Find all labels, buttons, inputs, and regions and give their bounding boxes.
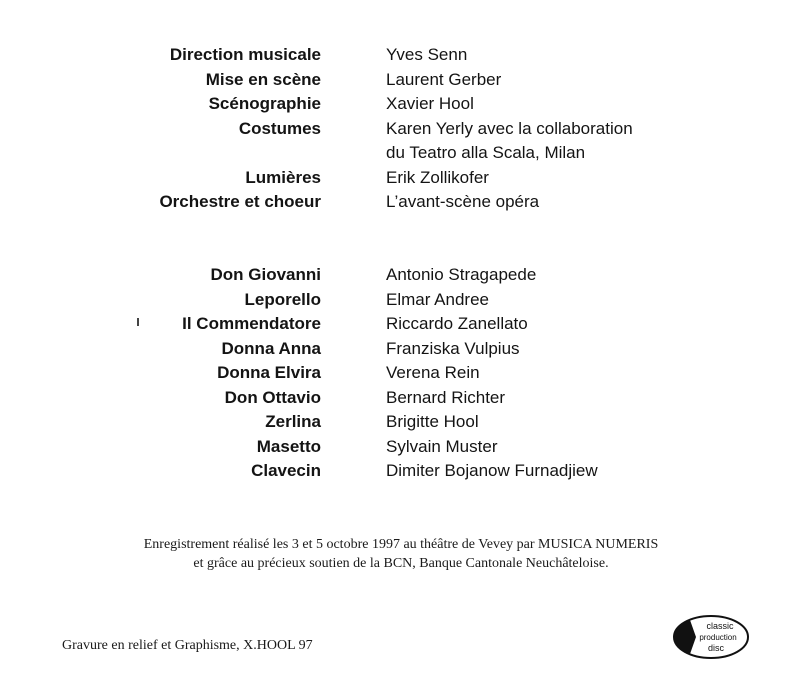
credit-row (0, 68, 802, 92)
cast-role: Don Giovanni (210, 265, 321, 284)
recording-credit-line-2: et grâce au précieux soutien de la BCN, Banque Cantonale Neuchâteloise. (193, 556, 609, 571)
cast-row (0, 459, 802, 483)
recording-credit-line-1: Enregistrement réalisé les 3 et 5 octobre 1997 au théâtre de Vevey par MUSICA NUMERIS (143, 537, 659, 552)
cast-singer: Dimiter Bojanow Furnadjiew (386, 461, 598, 480)
credit-person: Laurent Gerber (386, 70, 502, 89)
credit-row-continuation (0, 141, 802, 165)
cast-singer: Elmar Andree (386, 290, 489, 309)
cast-row (0, 337, 802, 361)
cast-role: Il Commendatore (182, 314, 321, 333)
cast-singer: Verena Rein (386, 363, 480, 382)
credit-role: Costumes (238, 119, 321, 138)
cast-role: Clavecin (251, 461, 321, 480)
credit-row (0, 166, 802, 190)
cast-singer: Antonio Stragapede (386, 265, 537, 284)
credit-row (0, 117, 802, 141)
cast-row (0, 435, 802, 459)
credit-person: Yves Senn (386, 45, 468, 64)
logo-text-classic: classic (706, 621, 734, 631)
cast-singer: Brigitte Hool (386, 412, 479, 431)
credit-row (0, 190, 802, 214)
cast-role: Don Ottavio (224, 388, 321, 407)
credit-person: Xavier Hool (386, 94, 474, 113)
cast-row (0, 288, 802, 312)
credit-role: Orchestre et choeur (159, 192, 321, 211)
cast-row (0, 361, 802, 385)
credit-role: Scénographie (208, 94, 321, 113)
cast-role: Leporello (244, 290, 321, 309)
cast-singer: Riccardo Zanellato (386, 314, 528, 333)
cast-row (0, 386, 802, 410)
logo-text-disc: disc (707, 643, 725, 653)
cast-singer: Sylvain Muster (386, 437, 498, 456)
credit-row (0, 43, 802, 67)
cast-row (0, 312, 802, 336)
credit-person: Erik Zollikofer (386, 168, 489, 187)
credit-role: Mise en scène (205, 70, 321, 89)
credit-role: Direction musicale (169, 45, 321, 64)
cast-singer: Bernard Richter (386, 388, 506, 407)
cast-role: Donna Elvira (217, 363, 321, 382)
cast-role: Donna Anna (221, 339, 321, 358)
credit-role: Lumières (245, 168, 321, 187)
credit-person: du Teatro alla Scala, Milan (386, 143, 586, 162)
cast-role: Masetto (256, 437, 321, 456)
cast-row (0, 410, 802, 434)
engraving-credit: Gravure en relief et Graphisme, X.HOOL 97 (62, 638, 313, 653)
credit-person: L’avant-scène opéra (386, 192, 540, 211)
print-speck (137, 318, 139, 326)
logo-text-production: production (699, 633, 737, 642)
credit-person: Karen Yerly avec la collaboration (386, 119, 633, 138)
classic-production-disc-logo (672, 614, 750, 660)
credit-row (0, 92, 802, 116)
cast-row (0, 263, 802, 287)
cast-singer: Franziska Vulpius (386, 339, 520, 358)
cast-role: Zerlina (265, 412, 321, 431)
